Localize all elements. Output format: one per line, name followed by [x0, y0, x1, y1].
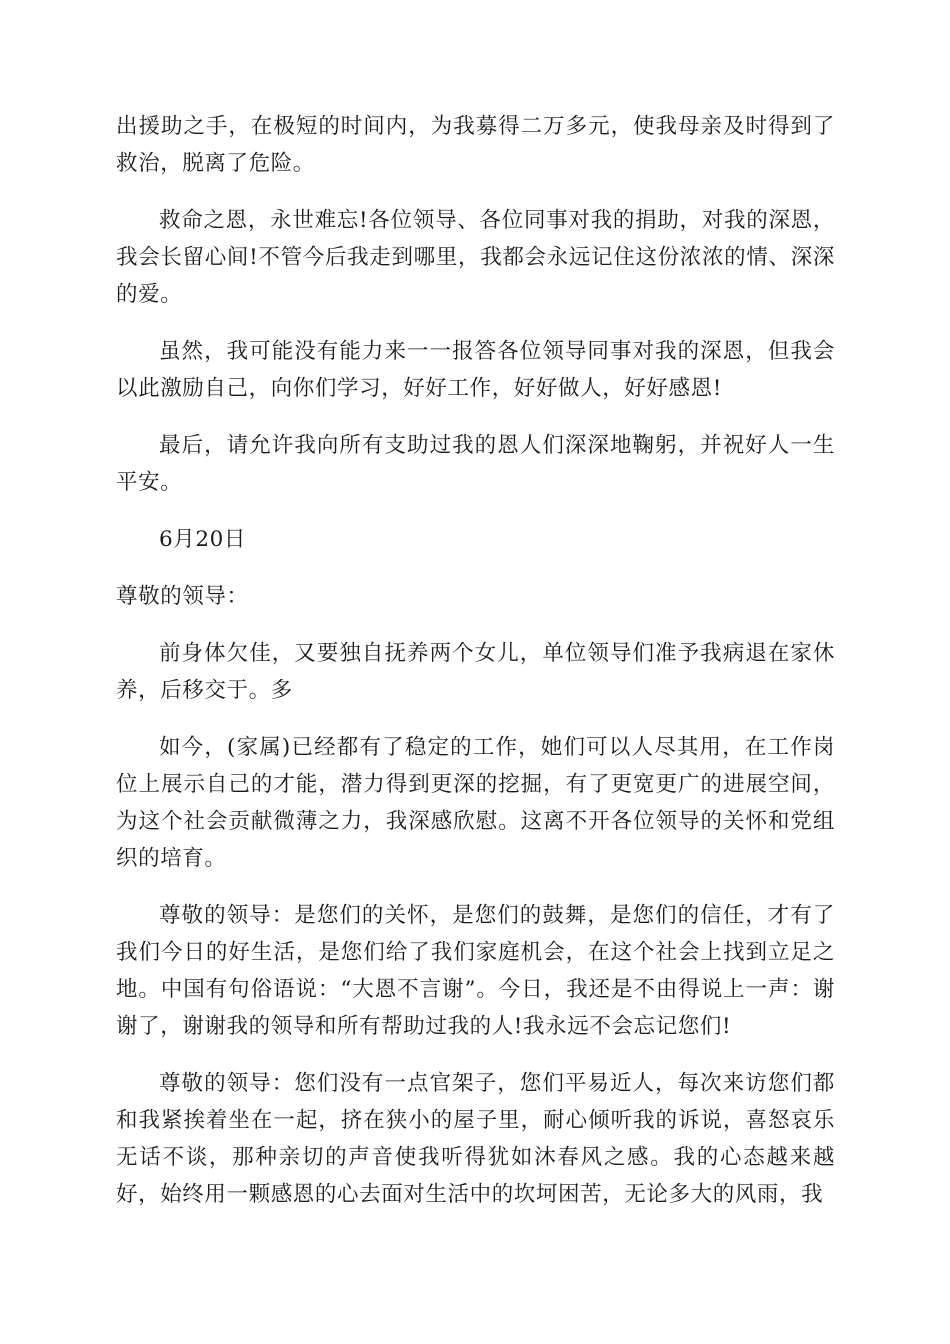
paragraph-visits: 尊敬的领导：您们没有一点官架子，您们平易近人，每次来访您们都和我紧挨着坐在一起，挤在狭小的屋子里，耐心倾听我的诉说，喜怒哀乐无话不谈，那种亲切的声音使我听得犹如沐春风之感。我的心态越来越好，始终用一颗感恩的心去面对生活中的坎坷困苦，无论多大的风雨，我: [116, 1071, 835, 1207]
salutation: 尊敬的领导：: [116, 584, 249, 609]
paragraph-thanks: 尊敬的领导：是您们的关怀，是您们的鼓舞，是您们的信任，才有了我们今日的好生活，是您们给了我们家庭机会，在这个社会上找到立足之地。中国有句俗语说：“大恩不言谢”。今日，我还是不由得说上一声：谢谢了，谢谢我的领导和所有帮助过我的人!我永远不会忘记您们!: [116, 903, 835, 1039]
document-body: [116, 108, 835, 1233]
paragraph-repay: 虽然，我可能没有能力来一一报答各位领导同事对我的深恩，但我会以此激励自己，向你们学习，好好工作，好好做人，好好感恩!: [116, 339, 835, 401]
paragraph-rescue-continued: 出援助之手，在极短的时间内，为我募得二万多元，使我母亲及时得到了救治，脱离了危险。: [116, 114, 835, 176]
paragraph-closing: 最后，请允许我向所有支助过我的恩人们深深地鞠躬，并祝好人一生平安。: [116, 433, 835, 495]
paragraph-background: 前身体欠佳，又要独自抚养两个女儿，单位领导们准予我病退在家休养，后移交于。多: [116, 641, 835, 703]
date-line: 6月20日: [159, 527, 247, 552]
paragraph-gratitude: 救命之恩，永世难忘!各位领导、各位同事对我的捐助，对我的深恩，我会长留心间!不管今后我走到哪里，我都会永远记住这份浓浓的情、深深的爱。: [116, 208, 835, 307]
paragraph-family-work: 如今，(家属)已经都有了稳定的工作，她们可以人尽其用，在工作岗位上展示自己的才能，潜力得到更深的挖掘，有了更宽更广的进展空间，为这个社会贡献微薄之力，我深感欣慰。这离不开各位领导的关怀和党组织的培育。: [116, 735, 835, 871]
